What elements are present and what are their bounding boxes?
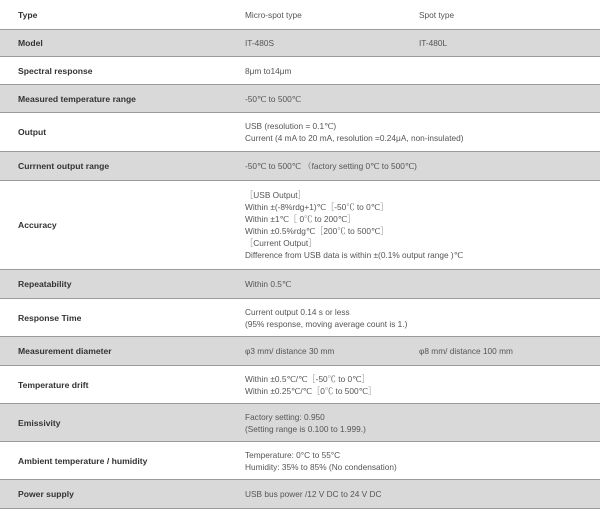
value-line: (Setting range is 0.100 to 1.999.) [245,423,366,434]
value-line: 8μm to14μm [245,65,292,76]
value-line: Within ±0.25℃/℃［0℃ to 500℃］ [245,385,377,396]
table-row [0,480,600,509]
row-label: Type [18,9,38,20]
row-value [245,449,397,473]
value-line: USB (resolution = 0.1℃) [245,121,337,131]
row-label: Response Time [18,312,82,323]
row-label: Repeatability [18,279,72,289]
row-value-secondary: φ8 mm/ distance 100 mm [419,346,513,356]
table-row [0,152,600,181]
row-value [245,278,291,290]
table-row [0,181,600,270]
value-line: (95% response, moving average count is 1.) [245,318,408,329]
table-row [0,404,600,442]
row-label: Measured temperature range [18,93,136,104]
row-value-secondary: Spot type [419,9,455,20]
row-value [245,65,291,77]
table-row [0,57,600,85]
value-line: Within ±(-8%rdg+1)℃［-50℃ to 0℃］ [245,202,389,212]
row-value-secondary: IT-480L [419,38,448,48]
row-value [245,160,417,172]
table-row [0,337,600,366]
row-label: Currnent output range [18,161,110,171]
row-value [245,373,376,397]
table-row [0,85,600,113]
value-line: Within ±0.5℃/℃［-50℃ to 0℃］ [245,373,370,384]
value-line: ［USB Output］ [245,190,306,200]
row-label: Ambient temperature / humidity [18,455,148,466]
table-row [0,30,600,57]
row-value [245,120,464,144]
table-row [0,0,600,30]
value-line: Difference from USB data is within ±(0.1% output range )℃ [245,250,464,260]
table-row [0,299,600,337]
row-value [245,37,274,49]
row-label: Emissivity [18,417,61,428]
value-line: IT-480S [245,38,275,48]
row-label: Model [18,38,43,48]
row-label: Spectral response [18,65,93,76]
row-value [245,306,407,330]
table-row [0,270,600,299]
row-value [245,93,301,105]
value-line: Factory setting: 0.950 [245,411,325,422]
table-row [0,113,600,152]
value-line: ［Current Output］ [245,238,317,248]
row-value [245,488,382,500]
row-label: Power supply [18,489,74,499]
value-line: USB bus power /12 V DC to 24 V DC [245,489,382,499]
value-line: Within 0.5℃ [245,279,292,289]
table-row [0,366,600,404]
row-value [245,9,302,21]
row-value [245,411,366,435]
value-line: Within ±1℃［ 0℃ to 200℃］ [245,214,356,224]
row-value [245,189,463,261]
value-line: Temperature: 0°C to 55°C [245,449,341,460]
row-value [245,345,334,357]
row-label: Measurement diameter [18,346,112,356]
value-line: -50℃ to 500℃ [245,93,301,104]
row-label: Temperature drift [18,379,89,390]
value-line: Humidity: 35% to 85% (No condensation) [245,461,397,472]
row-label: Accuracy [18,220,57,230]
table-row [0,442,600,480]
value-line: Current (4 mA to 20 mA, resolution =0.24μA, non-insulated) [245,133,464,143]
value-line: -50℃ to 500℃ （factory setting 0℃ to 500℃) [245,161,417,171]
row-label: Output [18,127,47,137]
value-line: Micro-spot type [245,9,302,20]
value-line: Within ±0.5%rdg℃［200℃ to 500℃］ [245,226,389,236]
value-line: φ3 mm/ distance 30 mm [245,346,335,356]
value-line: Current output 0.14 s or less [245,306,350,317]
